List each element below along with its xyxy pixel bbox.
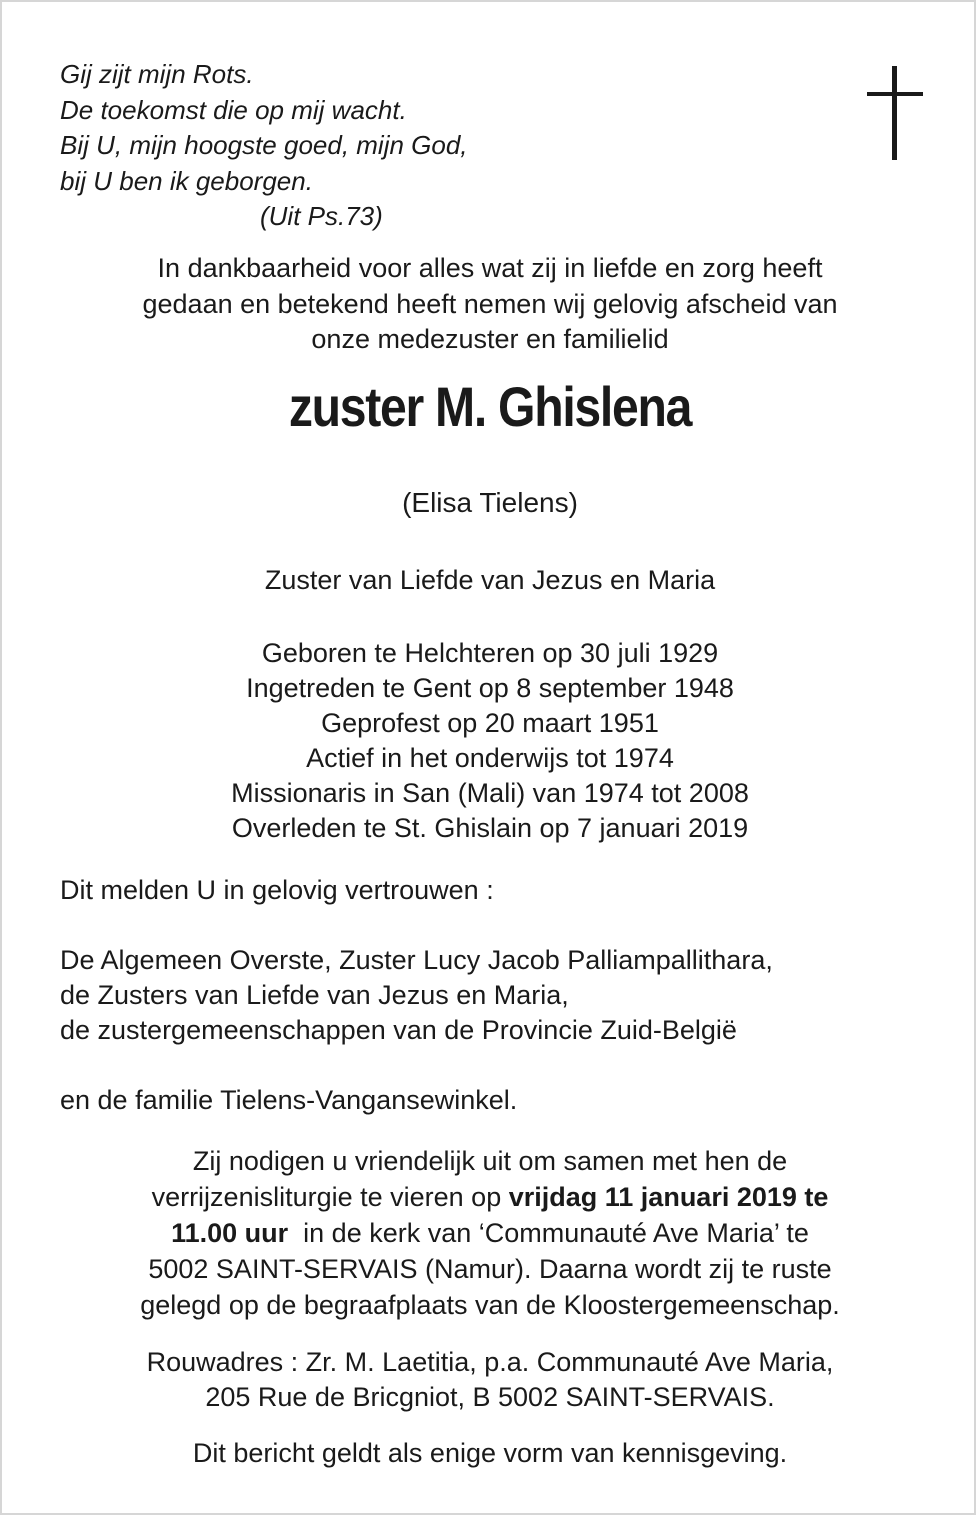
announcement: Dit melden U in gelovig vertrouwen : bbox=[60, 875, 494, 905]
religious-order: Zuster van Liefde van Jezus en Maria bbox=[264, 565, 716, 595]
intro-line: onze medezuster en familielid bbox=[311, 324, 669, 354]
deceased-name: zuster M. Ghislena bbox=[288, 375, 692, 438]
fact-line: Ingetreden te Gent op 8 september 1948 bbox=[246, 673, 734, 703]
mourner-line: de zustergemeenschappen van de Provincie Zuid-België bbox=[60, 1015, 737, 1045]
intro-text bbox=[2, 251, 976, 358]
cross-icon bbox=[867, 66, 923, 160]
family: en de familie Tielens-Vangansewinkel. bbox=[60, 1085, 518, 1115]
intro-line: In dankbaarheid voor alles wat zij in liefde en zorg heeft bbox=[157, 253, 823, 283]
notice: Dit bericht geldt als enige vorm van kennisgeving. bbox=[192, 1438, 788, 1468]
funeral-time: 11.00 uur bbox=[171, 1218, 289, 1248]
poem bbox=[60, 57, 468, 235]
address-line: 205 Rue de Bricgniot, B 5002 SAINT-SERVAIS. bbox=[205, 1382, 775, 1412]
invitation bbox=[2, 1143, 976, 1323]
mourner-line: de Zusters van Liefde van Jezus en Maria, bbox=[60, 980, 569, 1010]
intro-line: gedaan en betekend heeft nemen wij gelovig afscheid van bbox=[142, 288, 838, 319]
invitation-line: 5002 SAINT-SERVAIS (Namur). Daarna wordt zij te ruste bbox=[148, 1254, 832, 1284]
address-line: Rouwadres : Zr. M. Laetitia, p.a. Communauté Ave Maria, bbox=[146, 1347, 834, 1377]
mourner-line: De Algemeen Overste, Zuster Lucy Jacob Palliampallithara, bbox=[60, 945, 773, 975]
invitation-text: verrijzenisliturgie te vieren op bbox=[151, 1182, 509, 1212]
funeral-date: vrijdag 11 januari 2019 te bbox=[508, 1182, 829, 1212]
poem-line: De toekomst die op mij wacht. bbox=[60, 94, 407, 125]
mourning-address bbox=[2, 1345, 976, 1415]
fact-line: Overleden te St. Ghislain op 7 januari 2019 bbox=[231, 813, 749, 843]
fact-line: Geprofest op 20 maart 1951 bbox=[321, 708, 659, 738]
poem-line: Bij U, mijn hoogste goed, mijn God, bbox=[60, 130, 468, 160]
fact-line: Actief in het onderwijs tot 1974 bbox=[306, 743, 674, 773]
invitation-text: in de kerk van ‘Communauté Ave Maria’ te bbox=[288, 1218, 809, 1248]
poem-reference: (Uit Ps.73) bbox=[260, 201, 383, 231]
invitation-line: Zij nodigen u vriendelijk uit om samen met hen de bbox=[192, 1146, 788, 1176]
invitation-line bbox=[2, 1179, 976, 1215]
birth-name: (Elisa Tielens) bbox=[402, 487, 578, 518]
invitation-line: gelegd op de begraafplaats van de Kloostergemeenschap. bbox=[140, 1290, 840, 1320]
fact-line: Geboren te Helchteren op 30 juli 1929 bbox=[261, 638, 719, 668]
poem-line: bij U ben ik geborgen. bbox=[60, 165, 313, 196]
life-facts bbox=[2, 636, 976, 846]
poem-line: Gij zijt mijn Rots. bbox=[60, 59, 254, 89]
invitation-line bbox=[2, 1215, 976, 1251]
fact-line: Missionaris in San (Mali) van 1974 tot 2008 bbox=[231, 778, 749, 808]
mourners bbox=[60, 943, 773, 1048]
